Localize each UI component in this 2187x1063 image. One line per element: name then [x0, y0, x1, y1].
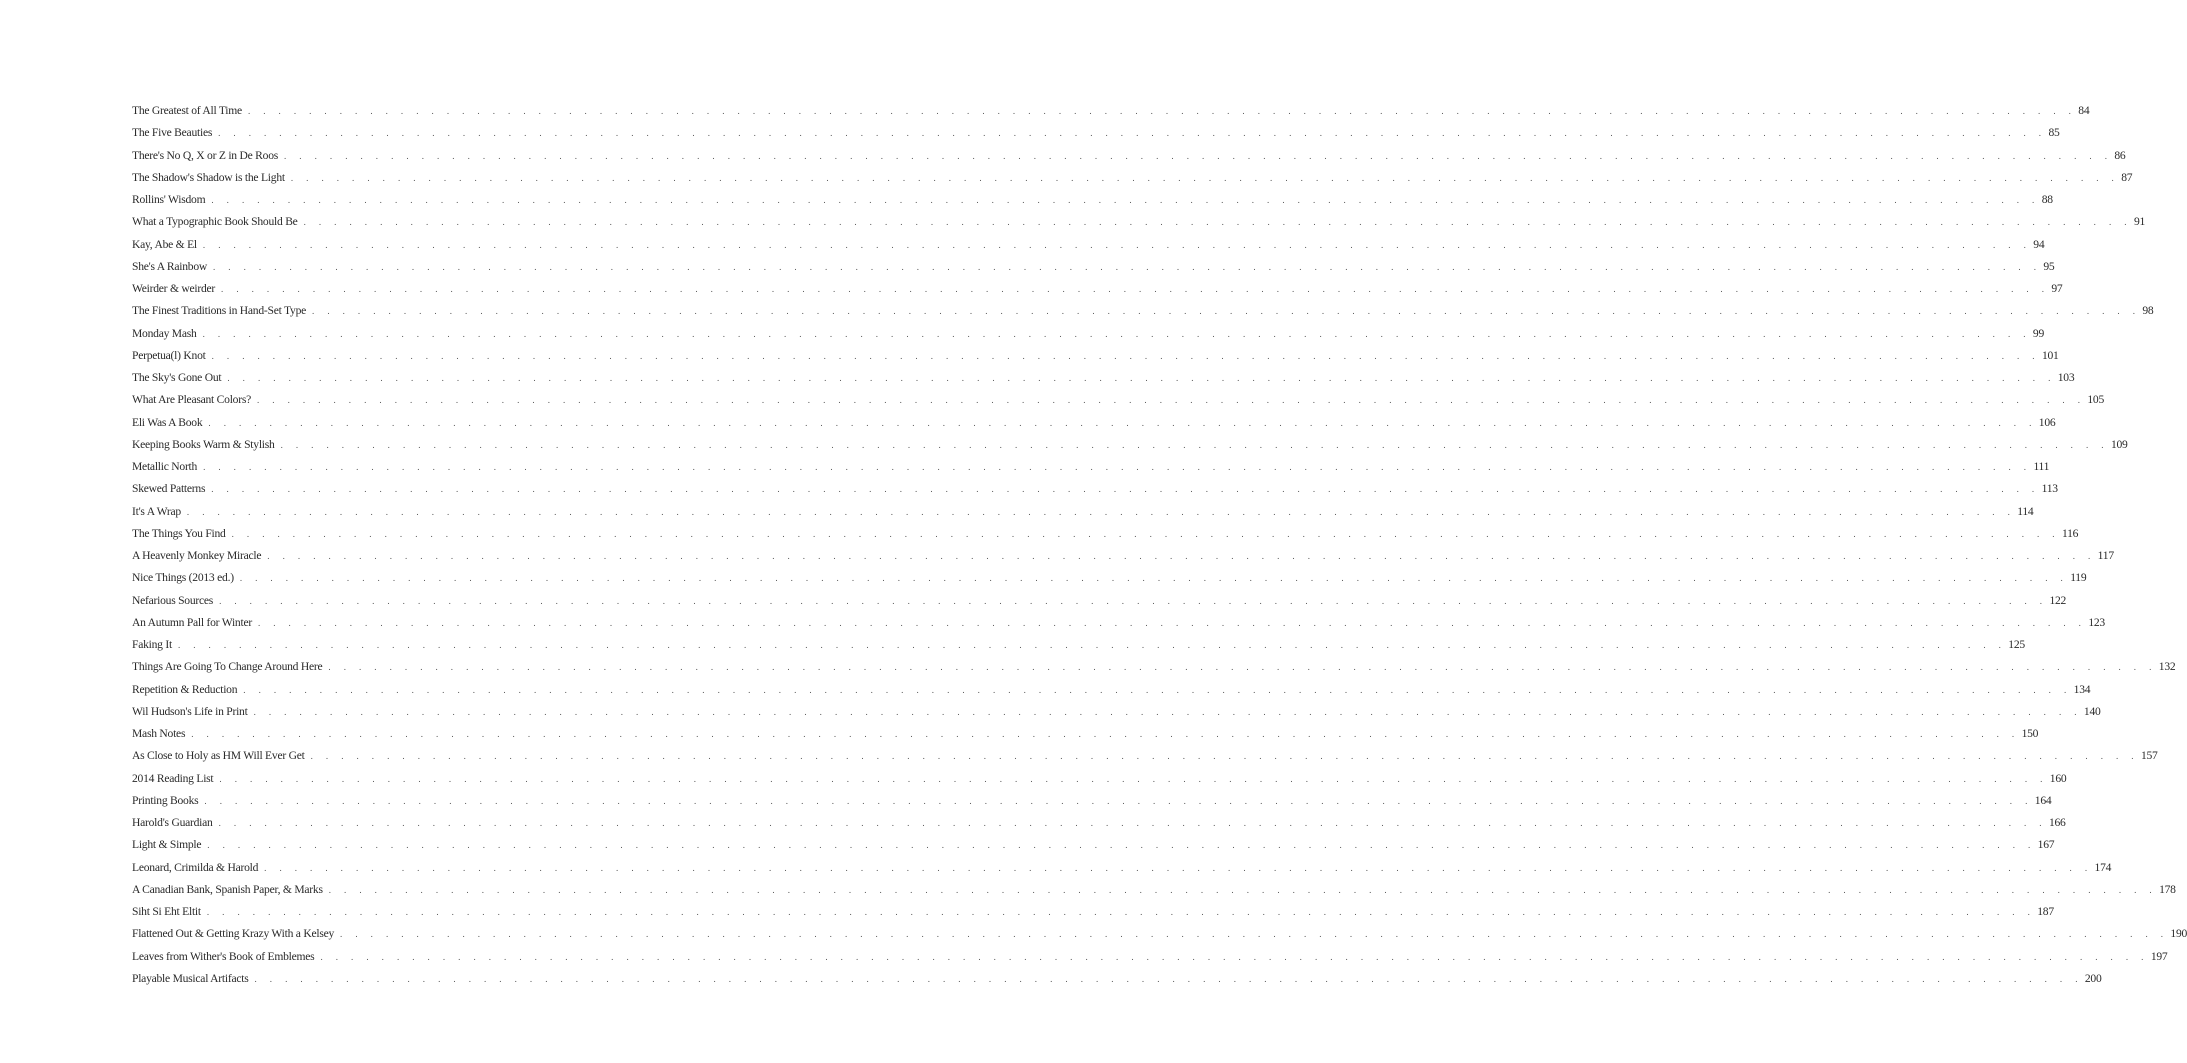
toc-entry-page-number: 200 [2084, 971, 2102, 985]
toc-entry-page-number: 187 [2037, 905, 2054, 918]
toc-entry [132, 857, 2112, 879]
toc-entry-title: Faking It [132, 638, 172, 651]
toc-entry-title: Mash Notes [132, 727, 186, 740]
dot-leader: . . . . . . . . . . . . . . . . . . . . . . . . . . . . . . . . . . . . . . . . . . . . . . . . . . . . . . . . . . . . . . . . . . . . . . . . . . . . . . . . . . . . . . . . . . . . . . . . . . . . . . . . . . . . . . . . . . . . . . . . [328, 662, 2157, 673]
toc-entry-title: Wil Hudson's Life in Print [132, 704, 248, 718]
toc-entry [132, 523, 2079, 545]
toc-entry [132, 879, 2176, 901]
toc-entry-title: Weirder & weirder [132, 282, 216, 295]
dot-leader: . . . . . . . . . . . . . . . . . . . . . . . . . . . . . . . . . . . . . . . . . . . . . . . . . . . . . . . . . . . . . . . . . . . . . . . . . . . . . . . . . . . . . . . . . . . . . . . . . . . . . . . . . . . . . . . . . . . . . . . . [340, 929, 2169, 940]
toc-entry-title: Perpetua(l) Knot [132, 348, 206, 362]
dot-leader: . . . . . . . . . . . . . . . . . . . . . . . . . . . . . . . . . . . . . . . . . . . . . . . . . . . . . . . . . . . . . . . . . . . . . . . . . . . . . . . . . . . . . . . . . . . . . . . . . . . . . . . . . . . . . . . . . . . . . . . . [231, 528, 2060, 539]
toc-entry [132, 723, 2039, 745]
dot-leader: . . . . . . . . . . . . . . . . . . . . . . . . . . . . . . . . . . . . . . . . . . . . . . . . . . . . . . . . . . . . . . . . . . . . . . . . . . . . . . . . . . . . . . . . . . . . . . . . . . . . . . . . . . . . . . . . . . . . . . . . [213, 261, 2042, 272]
toc-entry-title: Printing Books [132, 793, 199, 807]
toc-entry-page-number: 178 [2159, 882, 2176, 896]
toc-entry [132, 679, 2091, 701]
toc-entry-page-number: 167 [2037, 838, 2055, 852]
toc-entry-page-number: 132 [2158, 660, 2176, 674]
toc-entry-title: Skewed Patterns [132, 482, 206, 496]
toc-entry-title: Light & Simple [132, 838, 202, 852]
dot-leader: . . . . . . . . . . . . . . . . . . . . . . . . . . . . . . . . . . . . . . . . . . . . . . . . . . . . . . . . . . . . . . . . . . . . . . . . . . . . . . . . . . . . . . . . . . . . . . . . . . . . . . . . . . . . . . . . . . . . . . . . [257, 617, 2087, 628]
dot-leader: . . . . . . . . . . . . . . . . . . . . . . . . . . . . . . . . . . . . . . . . . . . . . . . . . . . . . . . . . . . . . . . . . . . . . . . . . . . . . . . . . . . . . . . . . . . . . . . . . . . . . . . . . . . . . . . . . . . . . . . . [186, 506, 2016, 517]
toc-entry [132, 567, 2087, 589]
dot-leader: . . . . . . . . . . . . . . . . . . . . . . . . . . . . . . . . . . . . . . . . . . . . . . . . . . . . . . . . . . . . . . . . . . . . . . . . . . . . . . . . . . . . . . . . . . . . . . . . . . . . . . . . . . . . . . . . . . . . . . . . [207, 840, 2036, 851]
toc-entry-title: Eli Was A Book [132, 415, 203, 429]
dot-leader: . . . . . . . . . . . . . . . . . . . . . . . . . . . . . . . . . . . . . . . . . . . . . . . . . . . . . . . . . . . . . . . . . . . . . . . . . . . . . . . . . . . . . . . . . . . . . . . . . . . . . . . . . . . . . . . . . . . . . . . . [221, 284, 2050, 294]
toc-entry-page-number: 116 [2061, 526, 2079, 540]
dot-leader: . . . . . . . . . . . . . . . . . . . . . . . . . . . . . . . . . . . . . . . . . . . . . . . . . . . . . . . . . . . . . . . . . . . . . . . . . . . . . . . . . . . . . . . . . . . . . . . . . . . . . . . . . . . . . . . . . . . . . . . . [257, 395, 2086, 406]
toc-entry-page-number: 119 [2070, 571, 2087, 585]
toc-entry [132, 745, 2158, 767]
toc-entry-title: Monday Mash [132, 326, 197, 340]
toc-entry-title: Repetition & Reduction [132, 682, 238, 696]
toc-entry-title: She's A Rainbow [132, 259, 207, 273]
dot-leader: . . . . . . . . . . . . . . . . . . . . . . . . . . . . . . . . . . . . . . . . . . . . . . . . . . . . . . . . . . . . . . . . . . . . . . . . . . . . . . . . . . . . . . . . . . . . . . . . . . . . . . . . . . . . . . . . . . . . . . . . [218, 128, 2047, 139]
toc-entry-page-number: 105 [2087, 393, 2104, 407]
toc-entry-page-number: 166 [2048, 816, 2066, 829]
dot-leader: . . . . . . . . . . . . . . . . . . . . . . . . . . . . . . . . . . . . . . . . . . . . . . . . . . . . . . . . . . . . . . . . . . . . . . . . . . . . . . . . . . . . . . . . . . . . . . . . . . . . . . . . . . . . . . . . . . . . . . . . [227, 373, 2056, 383]
toc-entry [132, 968, 2102, 990]
dot-leader: . . . . . . . . . . . . . . . . . . . . . . . . . . . . . . . . . . . . . . . . . . . . . . . . . . . . . . . . . . . . . . . . . . . . . . . . . . . . . . . . . . . . . . . . . . . . . . . . . . . . . . . . . . . . . . . . . . . . . . . . [290, 172, 2120, 183]
toc-entry-page-number: 88 [2041, 193, 2053, 206]
toc-entry-page-number: 103 [2057, 371, 2075, 384]
toc-entry-title: The Things You Find [132, 526, 226, 540]
toc-entry [132, 634, 2025, 656]
dot-leader: . . . . . . . . . . . . . . . . . . . . . . . . . . . . . . . . . . . . . . . . . . . . . . . . . . . . . . . . . . . . . . . . . . . . . . . . . . . . . . . . . . . . . . . . . . . . . . . . . . . . . . . . . . . . . . . . . . . . . . . . [211, 195, 2040, 205]
toc-entry-page-number: 114 [2017, 504, 2034, 518]
toc-entry [132, 501, 2034, 523]
toc-entry-title: The Finest Traditions in Hand-Set Type [132, 304, 307, 318]
toc-entry-title: The Shadow's Shadow is the Light [132, 170, 285, 184]
toc-entry-page-number: 94 [2033, 237, 2045, 251]
toc-entry-page-number: 99 [2032, 326, 2045, 340]
toc-entry [132, 901, 2054, 923]
toc-entry [132, 656, 2176, 678]
dot-leader: . . . . . . . . . . . . . . . . . . . . . . . . . . . . . . . . . . . . . . . . . . . . . . . . . . . . . . . . . . . . . . . . . . . . . . . . . . . . . . . . . . . . . . . . . . . . . . . . . . . . . . . . . . . . . . . . . . . . . . . . [211, 350, 2040, 361]
toc-entry-title: Leonard, Crimilda & Harold [132, 860, 259, 874]
toc-entry-page-number: 150 [2021, 727, 2039, 740]
toc-entry-page-number: 123 [2088, 615, 2105, 629]
toc-entry-title: Keeping Books Warm & Stylish [132, 437, 275, 451]
dot-leader: . . . . . . . . . . . . . . . . . . . . . . . . . . . . . . . . . . . . . . . . . . . . . . . . . . . . . . . . . . . . . . . . . . . . . . . . . . . . . . . . . . . . . . . . . . . . . . . . . . . . . . . . . . . . . . . . . . . . . . . . [320, 951, 2149, 962]
dot-leader: . . . . . . . . . . . . . . . . . . . . . . . . . . . . . . . . . . . . . . . . . . . . . . . . . . . . . . . . . . . . . . . . . . . . . . . . . . . . . . . . . . . . . . . . . . . . . . . . . . . . . . . . . . . . . . . . . . . . . . . . [280, 439, 2109, 450]
toc-entry [132, 768, 2067, 790]
table-of-contents [132, 100, 2187, 990]
toc-entry-title: It's A Wrap [132, 504, 181, 518]
toc-entry-page-number: 190 [2170, 927, 2187, 941]
dot-leader: . . . . . . . . . . . . . . . . . . . . . . . . . . . . . . . . . . . . . . . . . . . . . . . . . . . . . . . . . . . . . . . . . . . . . . . . . . . . . . . . . . . . . . . . . . . . . . . . . . . . . . . . . . . . . . . . . . . . . . . . [177, 640, 2007, 650]
dot-leader: . . . . . . . . . . . . . . . . . . . . . . . . . . . . . . . . . . . . . . . . . . . . . . . . . . . . . . . . . . . . . . . . . . . . . . . . . . . . . . . . . . . . . . . . . . . . . . . . . . . . . . . . . . . . . . . . . . . . . . . . [264, 862, 2093, 873]
toc-entry-page-number: 125 [2008, 638, 2025, 651]
toc-entry-title: Harold's Guardian [132, 816, 213, 829]
dot-leader: . . . . . . . . . . . . . . . . . . . . . . . . . . . . . . . . . . . . . . . . . . . . . . . . . . . . . . . . . . . . . . . . . . . . . . . . . . . . . . . . . . . . . . . . . . . . . . . . . . . . . . . . . . . . . . . . . . . . . . . . [203, 462, 2032, 472]
toc-entry-title: An Autumn Pall for Winter [132, 615, 252, 629]
toc-entry [132, 478, 2058, 500]
toc-entry [132, 923, 2187, 945]
toc-entry-title: Metallic North [132, 460, 198, 473]
toc-entry-title: Siht Si Eht Eltit [132, 905, 201, 918]
toc-entry-page-number: 160 [2049, 771, 2067, 785]
toc-entry-title: Flattened Out & Getting Krazy With a Kelsey [132, 927, 335, 941]
toc-entry-title: Rollins' Wisdom [132, 193, 206, 206]
toc-entry-title: The Five Beauties [132, 126, 213, 140]
toc-entry [132, 456, 2050, 478]
dot-leader: . . . . . . . . . . . . . . . . . . . . . . . . . . . . . . . . . . . . . . . . . . . . . . . . . . . . . . . . . . . . . . . . . . . . . . . . . . . . . . . . . . . . . . . . . . . . . . . . . . . . . . . . . . . . . . . . . . . . . . . . [267, 551, 2096, 561]
dot-leader: . . . . . . . . . . . . . . . . . . . . . . . . . . . . . . . . . . . . . . . . . . . . . . . . . . . . . . . . . . . . . . . . . . . . . . . . . . . . . . . . . . . . . . . . . . . . . . . . . . . . . . . . . . . . . . . . . . . . . . . . [310, 751, 2139, 762]
toc-entry-page-number: 122 [2049, 593, 2067, 607]
toc-entry-title: What Are Pleasant Colors? [132, 393, 251, 407]
toc-entry-page-number: 197 [2150, 949, 2168, 963]
toc-entry-title: As Close to Holy as HM Will Ever Get [132, 749, 305, 763]
toc-entry [132, 100, 2090, 122]
toc-entry [132, 345, 2059, 367]
dot-leader: . . . . . . . . . . . . . . . . . . . . . . . . . . . . . . . . . . . . . . . . . . . . . . . . . . . . . . . . . . . . . . . . . . . . . . . . . . . . . . . . . . . . . . . . . . . . . . . . . . . . . . . . . . . . . . . . . . . . . . . . [206, 907, 2036, 917]
toc-entry-title: The Sky's Gone Out [132, 371, 222, 384]
toc-entry-title: Playable Musical Artifacts [132, 971, 249, 985]
toc-entry [132, 122, 2060, 144]
dot-leader: . . . . . . . . . . . . . . . . . . . . . . . . . . . . . . . . . . . . . . . . . . . . . . . . . . . . . . . . . . . . . . . . . . . . . . . . . . . . . . . . . . . . . . . . . . . . . . . . . . . . . . . . . . . . . . . . . . . . . . . . [247, 106, 2077, 116]
toc-entry-title: 2014 Reading List [132, 771, 214, 785]
toc-entry-page-number: 91 [2133, 215, 2146, 229]
toc-entry-title: The Greatest of All Time [132, 104, 242, 117]
toc-entry-page-number: 113 [2041, 482, 2058, 496]
toc-entry [132, 812, 2066, 834]
dot-leader: . . . . . . . . . . . . . . . . . . . . . . . . . . . . . . . . . . . . . . . . . . . . . . . . . . . . . . . . . . . . . . . . . . . . . . . . . . . . . . . . . . . . . . . . . . . . . . . . . . . . . . . . . . . . . . . . . . . . . . . . [211, 484, 2040, 495]
dot-leader: . . . . . . . . . . . . . . . . . . . . . . . . . . . . . . . . . . . . . . . . . . . . . . . . . . . . . . . . . . . . . . . . . . . . . . . . . . . . . . . . . . . . . . . . . . . . . . . . . . . . . . . . . . . . . . . . . . . . . . . . [202, 239, 2032, 250]
toc-entry-page-number: 85 [2048, 126, 2060, 140]
toc-entry-title: A Heavenly Monkey Miracle [132, 549, 262, 562]
toc-entry-page-number: 98 [2142, 304, 2154, 318]
toc-entry-title: Kay, Abe & El [132, 237, 197, 251]
toc-entry [132, 278, 2063, 300]
toc-entry-page-number: 140 [2083, 704, 2101, 718]
toc-entry [132, 790, 2052, 812]
toc-entry-title: What a Typographic Book Should Be [132, 215, 298, 229]
toc-entry [132, 612, 2105, 634]
toc-entry [132, 590, 2067, 612]
dot-leader: . . . . . . . . . . . . . . . . . . . . . . . . . . . . . . . . . . . . . . . . . . . . . . . . . . . . . . . . . . . . . . . . . . . . . . . . . . . . . . . . . . . . . . . . . . . . . . . . . . . . . . . . . . . . . . . . . . . . . . . . [191, 729, 2020, 739]
toc-entry-page-number: 109 [2110, 437, 2128, 451]
toc-entry-page-number: 87 [2121, 170, 2133, 184]
toc-entry [132, 211, 2146, 233]
toc-entry-page-number: 174 [2094, 860, 2112, 874]
toc-entry [132, 545, 2114, 567]
toc-entry-page-number: 164 [2034, 793, 2052, 807]
toc-entry-page-number: 97 [2051, 282, 2063, 295]
toc-entry [132, 256, 2055, 278]
dot-leader: . . . . . . . . . . . . . . . . . . . . . . . . . . . . . . . . . . . . . . . . . . . . . . . . . . . . . . . . . . . . . . . . . . . . . . . . . . . . . . . . . . . . . . . . . . . . . . . . . . . . . . . . . . . . . . . . . . . . . . . . [254, 973, 2083, 984]
toc-entry-page-number: 134 [2073, 682, 2091, 696]
dot-leader: . . . . . . . . . . . . . . . . . . . . . . . . . . . . . . . . . . . . . . . . . . . . . . . . . . . . . . . . . . . . . . . . . . . . . . . . . . . . . . . . . . . . . . . . . . . . . . . . . . . . . . . . . . . . . . . . . . . . . . . . [312, 306, 2141, 317]
dot-leader: . . . . . . . . . . . . . . . . . . . . . . . . . . . . . . . . . . . . . . . . . . . . . . . . . . . . . . . . . . . . . . . . . . . . . . . . . . . . . . . . . . . . . . . . . . . . . . . . . . . . . . . . . . . . . . . . . . . . . . . . [202, 328, 2031, 339]
toc-entry [132, 412, 2056, 434]
toc-entry-title: There's No Q, X or Z in De Roos [132, 148, 278, 162]
dot-leader: . . . . . . . . . . . . . . . . . . . . . . . . . . . . . . . . . . . . . . . . . . . . . . . . . . . . . . . . . . . . . . . . . . . . . . . . . . . . . . . . . . . . . . . . . . . . . . . . . . . . . . . . . . . . . . . . . . . . . . . . [239, 573, 2069, 584]
dot-leader: . . . . . . . . . . . . . . . . . . . . . . . . . . . . . . . . . . . . . . . . . . . . . . . . . . . . . . . . . . . . . . . . . . . . . . . . . . . . . . . . . . . . . . . . . . . . . . . . . . . . . . . . . . . . . . . . . . . . . . . . [328, 884, 2158, 895]
toc-entry [132, 167, 2133, 189]
toc-entry-title: A Canadian Bank, Spanish Paper, & Marks [132, 882, 323, 896]
toc-entry-page-number: 111 [2033, 460, 2050, 473]
toc-entry [132, 145, 2126, 167]
toc-entry [132, 434, 2128, 456]
toc-entry-page-number: 95 [2043, 259, 2055, 273]
toc-entry [132, 189, 2053, 211]
dot-leader: . . . . . . . . . . . . . . . . . . . . . . . . . . . . . . . . . . . . . . . . . . . . . . . . . . . . . . . . . . . . . . . . . . . . . . . . . . . . . . . . . . . . . . . . . . . . . . . . . . . . . . . . . . . . . . . . . . . . . . . . [204, 795, 2033, 806]
toc-entry-title: Nice Things (2013 ed.) [132, 571, 234, 585]
dot-leader: . . . . . . . . . . . . . . . . . . . . . . . . . . . . . . . . . . . . . . . . . . . . . . . . . . . . . . . . . . . . . . . . . . . . . . . . . . . . . . . . . . . . . . . . . . . . . . . . . . . . . . . . . . . . . . . . . . . . . . . . [284, 150, 2113, 161]
toc-entry-page-number: 117 [2097, 549, 2114, 562]
toc-entry [132, 389, 2104, 411]
toc-entry [132, 367, 2075, 389]
dot-leader: . . . . . . . . . . . . . . . . . . . . . . . . . . . . . . . . . . . . . . . . . . . . . . . . . . . . . . . . . . . . . . . . . . . . . . . . . . . . . . . . . . . . . . . . . . . . . . . . . . . . . . . . . . . . . . . . . . . . . . . . [219, 595, 2048, 606]
dot-leader: . . . . . . . . . . . . . . . . . . . . . . . . . . . . . . . . . . . . . . . . . . . . . . . . . . . . . . . . . . . . . . . . . . . . . . . . . . . . . . . . . . . . . . . . . . . . . . . . . . . . . . . . . . . . . . . . . . . . . . . . [208, 417, 2037, 428]
toc-entry [132, 946, 2168, 968]
dot-leader: . . . . . . . . . . . . . . . . . . . . . . . . . . . . . . . . . . . . . . . . . . . . . . . . . . . . . . . . . . . . . . . . . . . . . . . . . . . . . . . . . . . . . . . . . . . . . . . . . . . . . . . . . . . . . . . . . . . . . . . . [253, 706, 2082, 717]
toc-entry-page-number: 101 [2041, 348, 2059, 362]
toc-entry-title: Leaves from Wither's Book of Emblemes [132, 949, 315, 963]
toc-entry [132, 834, 2055, 856]
toc-entry-page-number: 86 [2114, 148, 2126, 162]
toc-entry-page-number: 106 [2038, 415, 2056, 429]
toc-entry-title: Nefarious Sources [132, 593, 214, 607]
dot-leader: . . . . . . . . . . . . . . . . . . . . . . . . . . . . . . . . . . . . . . . . . . . . . . . . . . . . . . . . . . . . . . . . . . . . . . . . . . . . . . . . . . . . . . . . . . . . . . . . . . . . . . . . . . . . . . . . . . . . . . . . [219, 773, 2048, 784]
toc-entry [132, 701, 2101, 723]
toc-entry-title: Things Are Going To Change Around Here [132, 660, 323, 674]
toc-entry [132, 323, 2045, 345]
dot-leader: . . . . . . . . . . . . . . . . . . . . . . . . . . . . . . . . . . . . . . . . . . . . . . . . . . . . . . . . . . . . . . . . . . . . . . . . . . . . . . . . . . . . . . . . . . . . . . . . . . . . . . . . . . . . . . . . . . . . . . . . [303, 217, 2132, 228]
toc-entry [132, 234, 2045, 256]
toc-entry-page-number: 84 [2078, 104, 2090, 117]
dot-leader: . . . . . . . . . . . . . . . . . . . . . . . . . . . . . . . . . . . . . . . . . . . . . . . . . . . . . . . . . . . . . . . . . . . . . . . . . . . . . . . . . . . . . . . . . . . . . . . . . . . . . . . . . . . . . . . . . . . . . . . . [218, 818, 2047, 828]
toc-entry [132, 300, 2154, 322]
dot-leader: . . . . . . . . . . . . . . . . . . . . . . . . . . . . . . . . . . . . . . . . . . . . . . . . . . . . . . . . . . . . . . . . . . . . . . . . . . . . . . . . . . . . . . . . . . . . . . . . . . . . . . . . . . . . . . . . . . . . . . . . [243, 684, 2072, 695]
toc-entry-page-number: 157 [2140, 749, 2158, 763]
